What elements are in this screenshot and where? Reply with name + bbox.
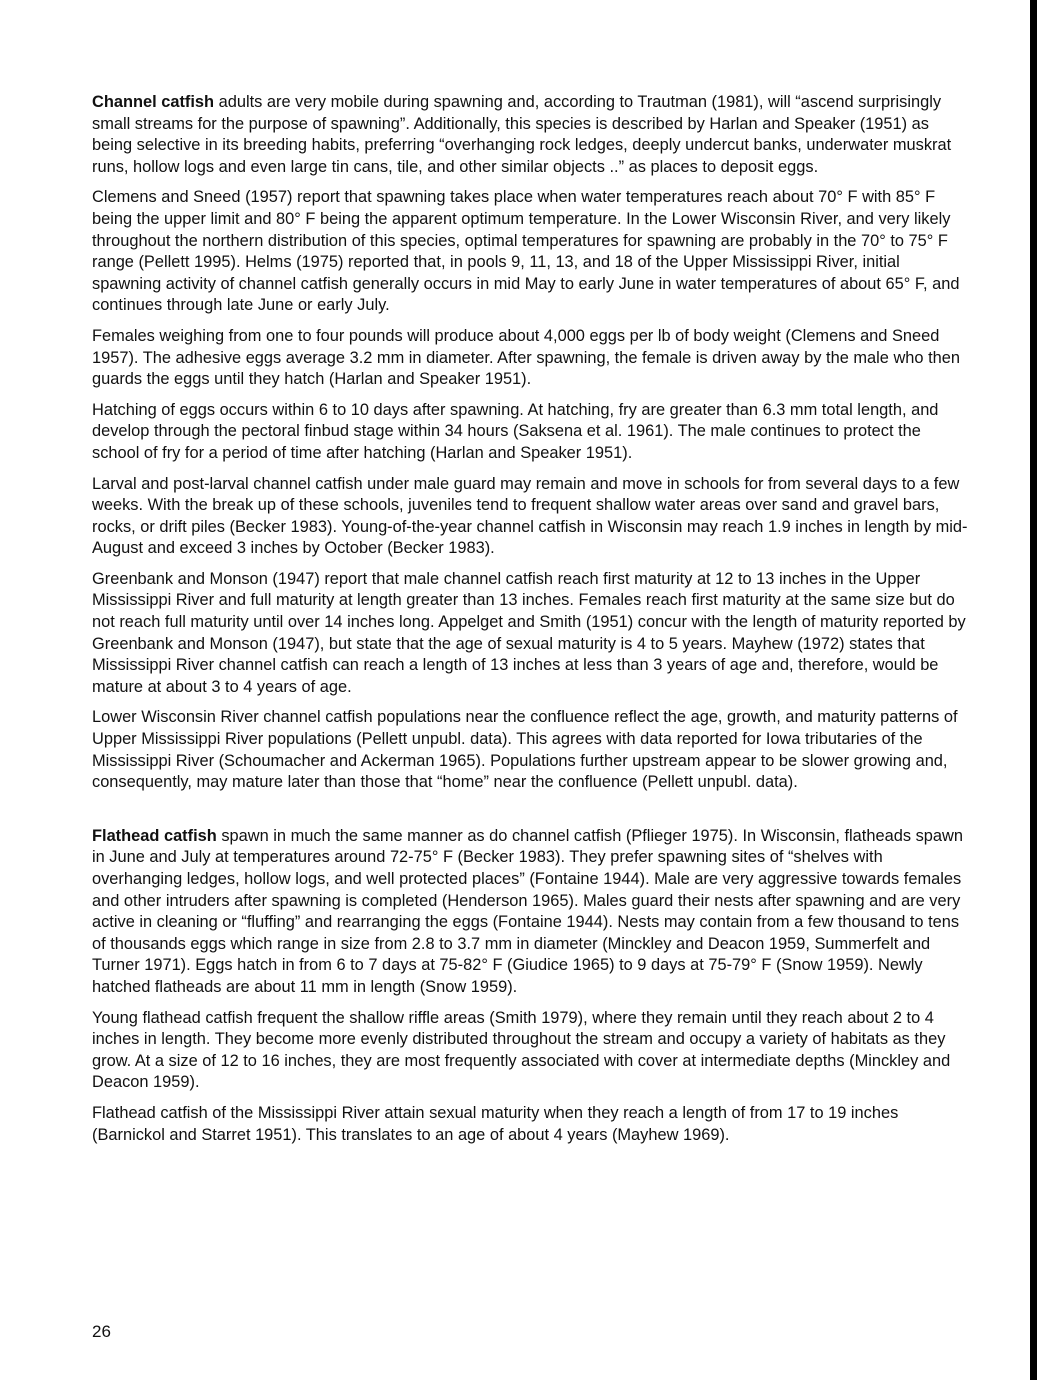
paragraph-maturity bbox=[92, 569, 972, 699]
paragraph-channel-catfish-spawning bbox=[92, 92, 972, 178]
paragraph-flathead-maturity bbox=[92, 1103, 972, 1146]
paragraph-text: spawn in much the same manner as do channel catfish (Pflieger 1975). In Wisconsin, flatheads spawn in June and July at temperatures around 72-75° F (Becker 1983). They prefer spawning sites of “shelves with overhanging ledges, hollow logs, and well protected places” (Fontaine 1944). Male are very aggressive towards females and other intruders after spawning is completed (Henderson 1965). Males guard their nests after spawning and are very active in cleaning or “fluffing” and rearranging the eggs (Fontaine 1944). Nests may contain from a few thousand to tens of thousands eggs which range in size from 2.8 to 3.7 mm in diameter (Minckley and Deacon 1959, Summerfelt and Turner 1971). Eggs hatch in from 6 to 7 days at 75-82° F (Giudice 1965) to 9 days at 75-79° F (Snow 1959). Newly hatched flatheads are about 11 mm in length (Snow 1959). bbox=[92, 826, 963, 996]
species-heading-channel-catfish: Channel catfish bbox=[92, 93, 215, 111]
text-column bbox=[92, 92, 972, 1146]
scan-edge-border bbox=[1030, 0, 1037, 1380]
paragraph-lower-wisconsin-populations bbox=[92, 707, 972, 793]
paragraph-hatching bbox=[92, 400, 972, 465]
paragraph-egg-production bbox=[92, 326, 972, 391]
paragraph-young-flathead bbox=[92, 1008, 972, 1094]
page-number: 26 bbox=[92, 1322, 111, 1341]
paragraph-text: Lower Wisconsin River channel catfish populations near the confluence reflect the age, growth, and maturity patterns of Upper Mississippi River populations (Pellett unpubl. data). This agrees with data reported for Iowa tributaries of the Mississippi River (Schoumacher and Ackerman 1965). Populations further upstream appear to be slower growing and, consequently, may mature later than those that “home” near the confluence (Pellett unpubl. data). bbox=[92, 708, 958, 792]
paragraph-text: Greenbank and Monson (1947) report that male channel catfish reach first maturity at 12 to 13 inches in the Upper Mississippi River and full maturity at length greater than 13 inches. Females reach first maturity at the same size but do not reach full maturity until over 14 inches long. Appelget and Smith (1951) concur with the length of maturity reported by Greenbank and Monson (1947), but state that the age of sexual maturity is 4 to 5 years. Mayhew (1972) states that Mississippi River channel catfish can reach a length of 13 inches at less than 3 years of age and, therefore, would be mature at about 3 to 4 years of age. bbox=[92, 569, 966, 696]
paragraph-text: Clemens and Sneed (1957) report that spawning takes place when water temperatures reach about 70° F with 85° F being the upper limit and 80° F being the apparent optimum temperature. In the Lower Wisconsin River, and very likely throughout the northern distribution of this species, optimal temperatures for spawning are probably in the 70° to 75° F range (Pellett 1995). Helms (1975) reported that, in pools 9, 11, 13, and 18 of the Upper Mississippi River, initial spawning activity of channel catfish generally occurs in mid May to early June in water temperatures of about 65° F, and continues through late June or early July. bbox=[92, 188, 960, 315]
paragraph-text: Females weighing from one to four pounds will produce about 4,000 eggs per lb of body weight (Clemens and Sneed 1957). The adhesive eggs average 3.2 mm in diameter. After spawning, the female is driven away by the male who then guards the eggs until they hatch (Harlan and Speaker 1951). bbox=[92, 326, 960, 389]
paragraph-larval-stage bbox=[92, 474, 972, 560]
paragraph-text: Hatching of eggs occurs within 6 to 10 days after spawning. At hatching, fry are greater than 6.3 mm total length, and develop through the pectoral finbud stage within 34 hours (Saksena et al. 1961). The male continues to protect the school of fry for a period of time after hatching (Harlan and Speaker 1951). bbox=[92, 400, 939, 462]
paragraph-text: adults are very mobile during spawning and, according to Trautman (1981), will “ascend surprisingly small streams for the purpose of spawning”. Additionally, this species is described by Harlan and Speaker (1951) as being selective in its breeding habits, preferring “overhanging rock ledges, deeply undercut banks, underwater muskrat runs, hollow logs and even large tin cans, tile, and other similar objects ..” as places to deposit eggs. bbox=[92, 93, 952, 176]
paragraph-flathead-catfish-spawning bbox=[92, 826, 972, 999]
paragraph-text: Larval and post-larval channel catfish under male guard may remain and move in schools for from several days to a few weeks. With the break up of these schools, juveniles tend to frequent shallow water areas over sand and gravel bars, rocks, or drift piles (Becker 1983). Young-of-the-year channel catfish in Wisconsin may reach 1.9 inches in length by mid-August and exceed 3 inches by October (Becker 1983). bbox=[92, 474, 968, 558]
paragraph-text: Young flathead catfish frequent the shallow riffle areas (Smith 1979), where they remain until they reach about 2 to 4 inches in length. They become more evenly distributed throughout the stream and occupy a variety of habitats as they grow. At a size of 12 to 16 inches, they are most frequently associated with cover at intermediate depths (Minckley and Deacon 1959). bbox=[92, 1008, 951, 1092]
paragraph-spawning-temperature bbox=[92, 187, 972, 317]
species-heading-flathead-catfish: Flathead catfish bbox=[92, 826, 217, 845]
paragraph-text: Flathead catfish of the Mississippi River attain sexual maturity when they reach a length of from 17 to 19 inches (Barnickol and Starret 1951). This translates to an age of about 4 years (Mayhew 1969). bbox=[92, 1103, 899, 1144]
